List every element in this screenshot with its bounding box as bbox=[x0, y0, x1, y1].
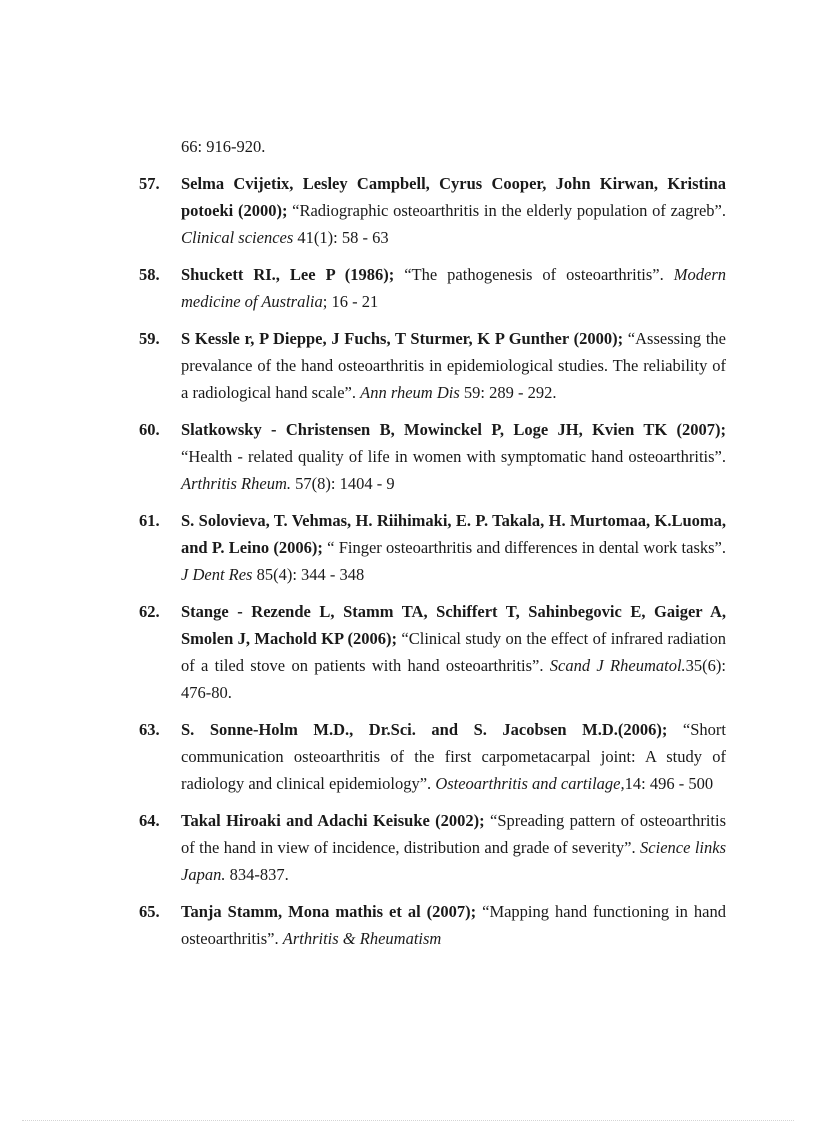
reference-number: 60. bbox=[139, 420, 160, 439]
reference-list bbox=[136, 170, 726, 952]
reference-item bbox=[136, 261, 726, 315]
reference-item bbox=[136, 598, 726, 706]
reference-number: 61. bbox=[139, 511, 160, 530]
reference-journal: Osteoarthritis and cartilage, bbox=[435, 774, 625, 793]
reference-details: 57(8): 1404 - 9 bbox=[291, 474, 395, 493]
reference-title: “Health - related quality of life in women with symptomatic hand osteoarthritis”. bbox=[181, 447, 726, 466]
reference-number: 62. bbox=[139, 602, 160, 621]
reference-authors: Slatkowsky - Christensen B, Mowinckel P, Loge JH, Kvien TK (2007); bbox=[181, 420, 726, 439]
reference-journal: Arthritis & Rheumatism bbox=[282, 929, 442, 948]
reference-details: 14: 496 - 500 bbox=[624, 774, 714, 793]
reference-title: “ Finger osteoarthritis and differences in dental work tasks”. bbox=[322, 538, 726, 557]
reference-title: “Spreading pattern of osteoarthritis of the hand in view of incidence, distribution and grade of severity”. bbox=[181, 811, 726, 857]
reference-details: 41(1): 58 - 63 bbox=[293, 228, 389, 247]
reference-authors: Selma Cvijetix, Lesley Campbell, Cyrus Cooper, John Kirwan, Kristina potoeki (2000); bbox=[181, 174, 726, 220]
reference-details: 834-837. bbox=[225, 865, 289, 884]
reference-journal: Arthritis Rheum. bbox=[181, 474, 291, 493]
reference-details: ; 16 - 21 bbox=[322, 292, 379, 311]
reference-journal: Ann rheum Dis bbox=[360, 383, 460, 402]
reference-details: 35(6): 476-80. bbox=[181, 656, 726, 702]
reference-item bbox=[136, 807, 726, 888]
reference-authors: Tanja Stamm, Mona mathis et al (2007); bbox=[181, 902, 477, 921]
reference-journal: J Dent Res bbox=[181, 565, 253, 584]
reference-title: “Mapping hand functioning in hand osteoarthritis”. bbox=[181, 902, 726, 948]
reference-authors: Stange - Rezende L, Stamm TA, Schiffert T, Sahinbegovic E, Gaiger A, Smolen J, Machold KP (2006); bbox=[181, 602, 726, 648]
reference-authors: Shuckett RI., Lee P (1986); bbox=[181, 265, 395, 284]
reference-item bbox=[136, 716, 726, 797]
reference-item bbox=[136, 507, 726, 588]
reference-number: 59. bbox=[139, 329, 160, 348]
reference-item bbox=[136, 898, 726, 952]
reference-title: “Clinical study on the effect of infrared radiation of a tiled stove on patients with hand osteoarthritis”. bbox=[181, 629, 727, 675]
reference-details: 59: 289 - 292. bbox=[459, 383, 557, 402]
reference-title: “Assessing the prevalance of the hand osteoarthritis in epidemiological studies. The reliability of a radiological hand scale”. bbox=[181, 329, 726, 402]
reference-title: “Radiographic osteoarthritis in the elderly population of zagreb”. bbox=[287, 201, 726, 220]
reference-journal: Modern medicine of Australia bbox=[181, 265, 726, 311]
page-bottom-divider bbox=[22, 1120, 794, 1121]
reference-journal: Clinical sciences bbox=[181, 228, 294, 247]
reference-number: 63. bbox=[139, 720, 160, 739]
reference-authors: S. Solovieva, T. Vehmas, H. Riihimaki, E. P. Takala, H. Murtomaa, K.Luoma, and P. Leino (2006); bbox=[181, 511, 726, 557]
reference-continuation: 66: 916-920. bbox=[181, 137, 266, 156]
reference-journal: Science links Japan. bbox=[181, 838, 726, 884]
reference-journal: Scand J Rheumatol. bbox=[549, 656, 686, 675]
reference-number: 58. bbox=[139, 265, 160, 284]
reference-number: 57. bbox=[139, 174, 160, 193]
reference-item bbox=[136, 416, 726, 497]
reference-number: 64. bbox=[139, 811, 160, 830]
reference-authors: Takal Hiroaki and Adachi Keisuke (2002); bbox=[181, 811, 485, 830]
reference-number: 65. bbox=[139, 902, 160, 921]
reference-authors: S. Sonne-Holm M.D., Dr.Sci. and S. Jacobsen M.D.(2006); bbox=[181, 720, 668, 739]
reference-item bbox=[136, 170, 726, 251]
reference-title: “The pathogenesis of osteoarthritis”. bbox=[394, 265, 674, 284]
reference-authors: S Kessle r, P Dieppe, J Fuchs, T Sturmer, K P Gunther (2000); bbox=[181, 329, 624, 348]
reference-details: 85(4): 344 - 348 bbox=[252, 565, 365, 584]
reference-item bbox=[136, 325, 726, 406]
reference-title: “Short communication osteoarthritis of the first carpometacarpal joint: A study of radiology and clinical epidemiology”. bbox=[181, 720, 726, 793]
